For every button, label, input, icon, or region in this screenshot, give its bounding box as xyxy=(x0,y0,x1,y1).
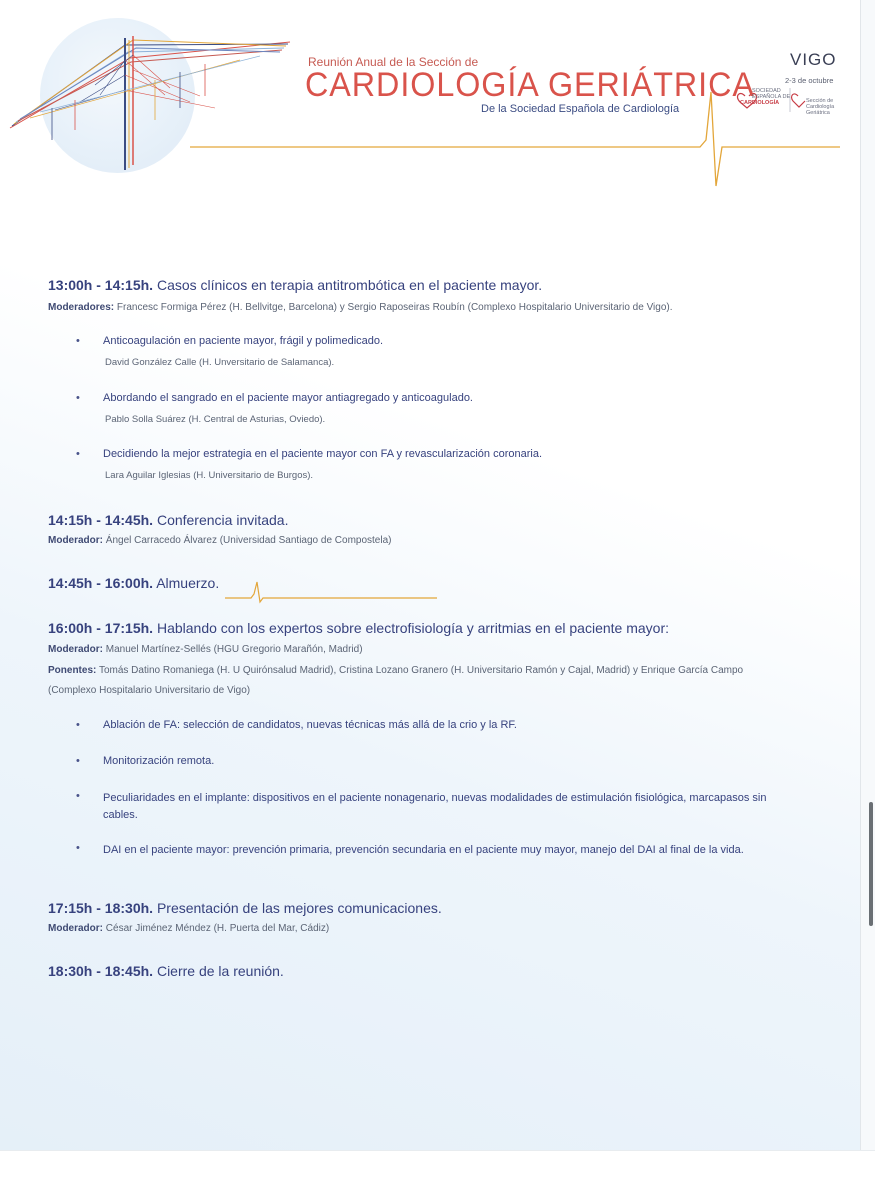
session-moderators: Moderadores: Francesc Formiga Pérez (H. Bellvitge, Barcelona) y Sergio Raposeiras Roubín (Complexo Hospitalario Universitario de Vigo). xyxy=(48,302,673,313)
talk-title: Abordando el sangrado en el paciente mayor antiagregado y anticoagulado. xyxy=(103,392,473,404)
talk-speaker: Pablo Solla Suárez (H. Central de Asturias, Oviedo). xyxy=(105,414,326,425)
meeting-title: CARDIOLOGÍA GERIÁTRICA xyxy=(305,66,755,104)
bullet-icon: • xyxy=(76,790,80,802)
session-moderators: Moderador: César Jiménez Méndez (H. Puerta del Mar, Cádiz) xyxy=(48,923,330,934)
city-label: VIGO xyxy=(790,50,837,69)
talk-title: Ablación de FA: selección de candidatos, nuevas técnicas más allá de la crio y la RF. xyxy=(103,719,517,731)
society-subtitle: De la Sociedad Española de Cardiología xyxy=(481,103,680,115)
bullet-icon: • xyxy=(76,335,80,347)
bullet-icon: • xyxy=(76,392,80,404)
bullet-icon: • xyxy=(76,719,80,731)
bullet-icon: • xyxy=(76,448,80,460)
session-moderators: Moderador: Ángel Carracedo Álvarez (Universidad Santiago de Compostela) xyxy=(48,535,392,546)
bullet-icon: • xyxy=(76,842,80,854)
talk-title: Monitorización remota. xyxy=(103,755,215,767)
talk-title: Anticoagulación en paciente mayor, frágil y polimedicado. xyxy=(103,335,384,347)
talk-title: Decidiendo la mejor estrategia en el paciente mayor con FA y revascularización coronaria. xyxy=(103,448,543,460)
sec-logo: SOCIEDAD ESPAÑOLA DE CARDIOLOGÍA xyxy=(740,88,791,106)
session-title: 17:15h - 18:30h. Presentación de las mejores comunicaciones. xyxy=(48,900,442,916)
session-speakers: Ponentes: Tomás Datino Romaniega (H. U Quirónsalud Madrid), Cristina Lozano Granero (H. Universitario Ramón y Cajal, Madrid) y Enrique García Campo xyxy=(48,665,744,676)
event-dates: 2-3 de octubre xyxy=(785,76,834,85)
session-moderators: Moderador: Manuel Martínez-Sellés (HGU Gregorio Marañón, Madrid) xyxy=(48,644,363,655)
session-title: 14:45h - 16:00h. Almuerzo. xyxy=(48,575,220,591)
ecg-divider-icon xyxy=(225,578,440,604)
meeting-subtitle: Reunión Anual de la Sección de xyxy=(308,55,479,69)
session-title: 14:15h - 14:45h. Conferencia invitada. xyxy=(48,512,289,528)
bullet-icon: • xyxy=(76,755,80,767)
talk-speaker: David González Calle (H. Unversitario de Salamanca). xyxy=(105,357,335,368)
section-logo: Sección de Cardiología Geriátrica xyxy=(806,98,835,116)
talk-title: Peculiaridades en el implante: dispositivos en el paciente nonagenario, nuevas modalidades de estimulación fisiológica, marcapasos sin cables. xyxy=(103,792,767,821)
session-title: 18:30h - 18:45h. Cierre de la reunión. xyxy=(48,963,284,979)
session-speakers-continued: (Complexo Hospitalario Universitario de Vigo) xyxy=(48,685,251,696)
page-divider xyxy=(0,1150,875,1151)
talk-title: DAI en el paciente mayor: prevención primaria, prevención secundaria en el paciente muy mayor, manejo del DAI al final de la vida. xyxy=(103,844,744,856)
session-title: 13:00h - 14:15h. Casos clínicos en terapia antitrombótica en el paciente mayor. xyxy=(48,277,543,293)
session-title: 16:00h - 17:15h. Hablando con los expertos sobre electrofisiología y arritmias en el paciente mayor: xyxy=(48,620,669,636)
scrollbar-thumb[interactable] xyxy=(869,802,873,926)
talk-speaker: Lara Aguilar Iglesias (H. Universitario de Burgos). xyxy=(105,470,314,481)
page-footer-area xyxy=(0,1150,875,1200)
